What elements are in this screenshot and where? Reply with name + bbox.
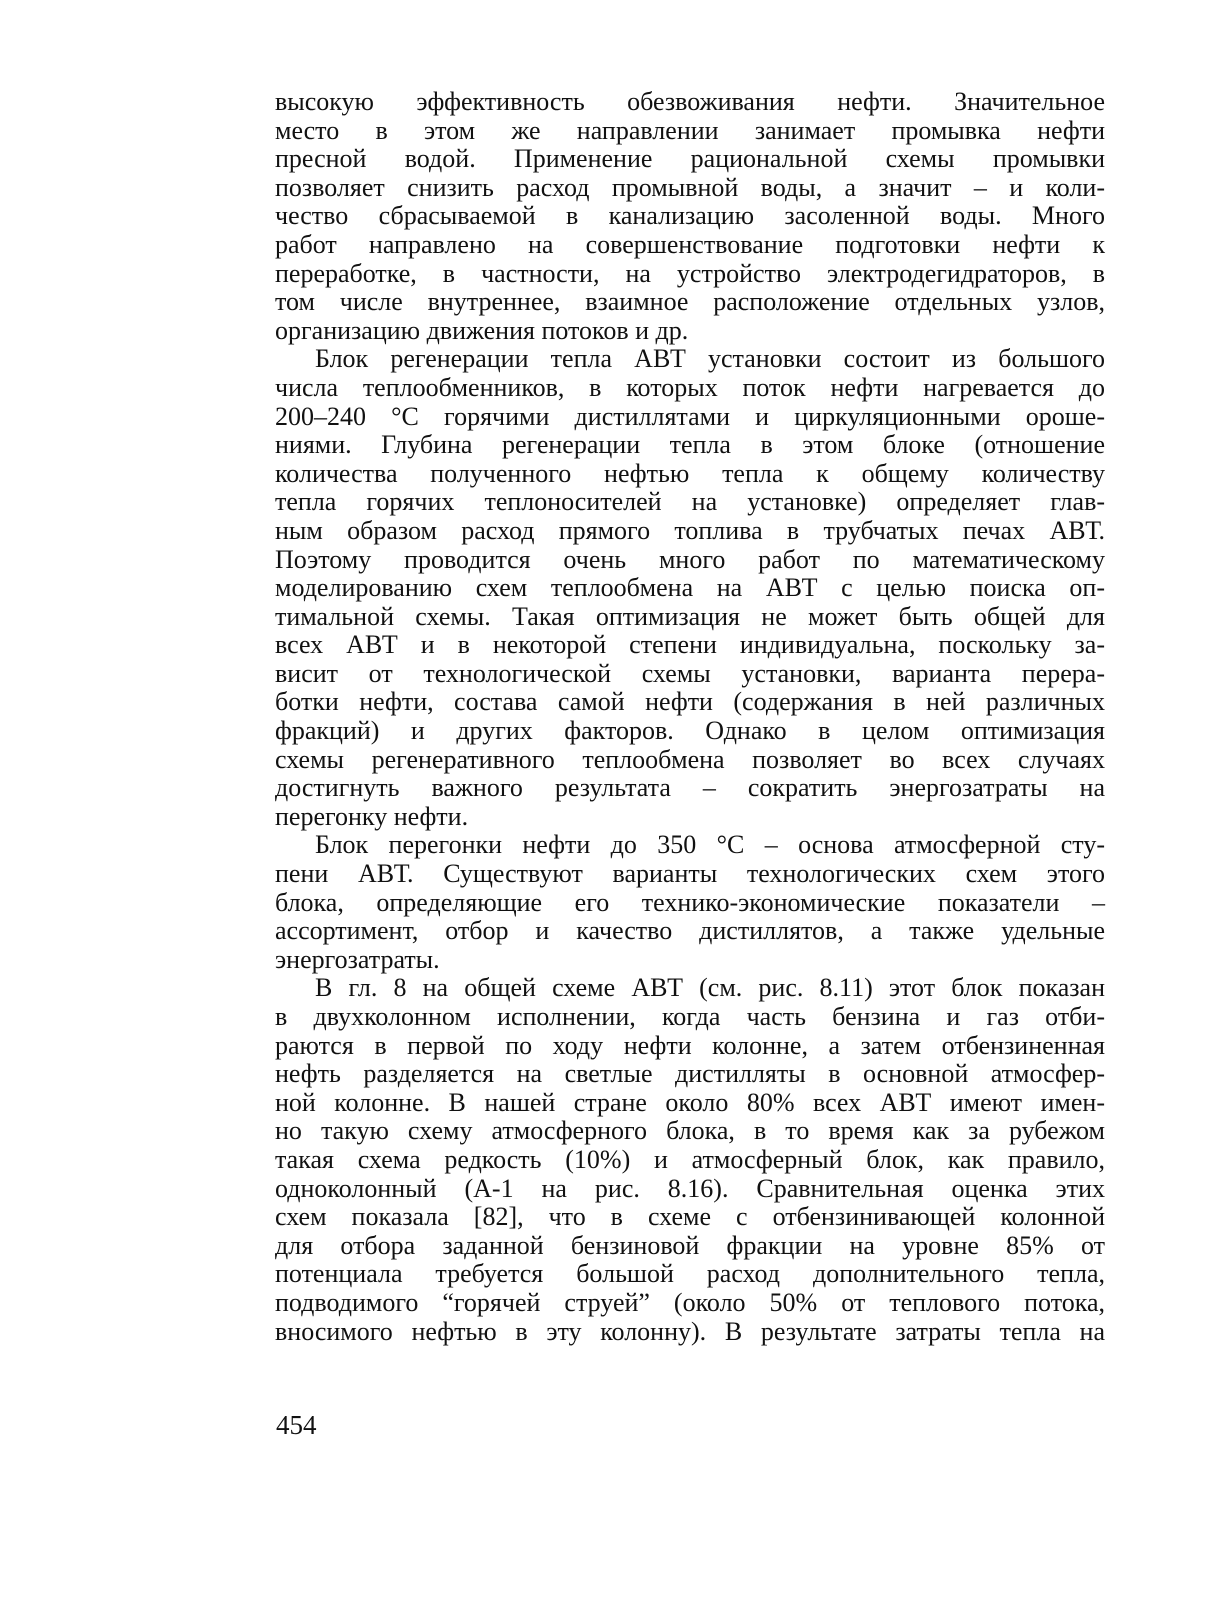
- text-line: переработке, в частности, на устройство электродегидраторов, в: [275, 258, 1105, 288]
- text-line: числа теплообменников, в которых поток нефти нагревается до: [275, 372, 1105, 402]
- text-line: пени АВТ. Существуют варианты технологических схем этого: [275, 859, 1105, 889]
- text-line: подводимого “горячей струей” (около 50% от теплового потока,: [275, 1287, 1105, 1317]
- text-line: потенциала требуется большой расход дополнительного тепла,: [275, 1259, 1105, 1289]
- text-line: раются в первой по ходу нефти колонне, а затем отбензиненная: [275, 1030, 1105, 1060]
- text-line: фракций) и других факторов. Однако в целом оптимизация: [275, 716, 1105, 746]
- text-line: перегонку нефти.: [275, 801, 469, 831]
- text-line: но такую схему атмосферного блока, в то время как за рубежом: [275, 1116, 1105, 1146]
- text-line: Блок перегонки нефти до 350 °С – основа атмосферной сту-: [315, 830, 1105, 860]
- text-line: количества полученного нефтью тепла к общему количеству: [275, 458, 1105, 488]
- text-line: схем показала [82], что в схеме с отбензинивающей колонной: [275, 1202, 1105, 1232]
- text-line: ботки нефти, состава самой нефти (содержания в ней различных: [275, 687, 1105, 717]
- text-line: высокую эффективность обезвоживания нефти. Значительное: [275, 87, 1105, 116]
- text-line: Блок регенерации тепла АВТ установки состоит из большого: [315, 344, 1105, 374]
- paragraph-4: [275, 974, 1105, 1346]
- text-line: тепла горячих теплоносителей на установке) определяет глав-: [275, 487, 1105, 517]
- text-line: ной колонне. В нашей стране около 80% всех АВТ имеют имен-: [275, 1087, 1105, 1117]
- text-line: всех АВТ и в некоторой степени индивидуальна, поскольку за-: [275, 630, 1105, 660]
- text-line: В гл. 8 на общей схеме АВТ (см. рис. 8.11) этот блок показан: [315, 973, 1105, 1003]
- text-line: том числе внутреннее, взаимное расположение отдельных узлов,: [275, 287, 1105, 317]
- text-line: 200–240 °С горячими дистиллятами и циркуляционными ороше-: [275, 401, 1105, 431]
- text-line: ассортимент, отбор и качество дистиллятов, а также удельные: [275, 916, 1105, 946]
- paragraph-3: [275, 831, 1105, 974]
- text-line: блока, определяющие его технико-экономические показатели –: [275, 887, 1105, 917]
- text-line: одноколонный (А-1 на рис. 8.16). Сравнительная оценка этих: [275, 1173, 1105, 1203]
- text-line: позволяет снизить расход промывной воды, а значит – и коли-: [275, 172, 1105, 202]
- paragraph-1: [275, 88, 1105, 345]
- text-line: энергозатраты.: [275, 944, 440, 974]
- text-line: работ направлено на совершенствование подготовки нефти к: [275, 229, 1105, 259]
- text-line: для отбора заданной бензиновой фракции на уровне 85% от: [275, 1230, 1105, 1260]
- text-line: достигнуть важного результата – сократить энергозатраты на: [275, 773, 1105, 803]
- text-line: ным образом расход прямого топлива в трубчатых печах АВТ.: [275, 515, 1105, 545]
- text-line: схемы регенеративного теплообмена позволяет во всех случаях: [275, 744, 1105, 774]
- page-number: 454: [276, 1410, 317, 1440]
- text-line: место в этом же направлении занимает промывка нефти: [275, 115, 1105, 145]
- body-text: [275, 88, 1105, 1346]
- text-line: организацию движения потоков и др.: [275, 315, 689, 345]
- text-line: Поэтому проводится очень много работ по математическому: [275, 544, 1105, 574]
- text-line: нефть разделяется на светлые дистилляты в основной атмосфер-: [275, 1059, 1105, 1089]
- text-line: чество сбрасываемой в канализацию засоленной воды. Много: [275, 201, 1105, 231]
- text-line: тимальной схемы. Такая оптимизация не может быть общей для: [275, 601, 1105, 631]
- text-line: вносимого нефтью в эту колонну). В результате затраты тепла на: [275, 1316, 1105, 1346]
- text-line: такая схема редкость (10%) и атмосферный блок, как правило,: [275, 1144, 1105, 1174]
- paragraph-2: [275, 345, 1105, 831]
- text-line: в двухколонном исполнении, когда часть бензина и газ отби-: [275, 1002, 1105, 1031]
- text-line: моделированию схем теплообмена на АВТ с целью поиска оп-: [275, 573, 1105, 603]
- text-line: висит от технологической схемы установки, варианта перера-: [275, 658, 1105, 688]
- text-line: пресной водой. Применение рациональной схемы промывки: [275, 144, 1105, 174]
- text-line: ниями. Глубина регенерации тепла в этом блоке (отношение: [275, 430, 1105, 460]
